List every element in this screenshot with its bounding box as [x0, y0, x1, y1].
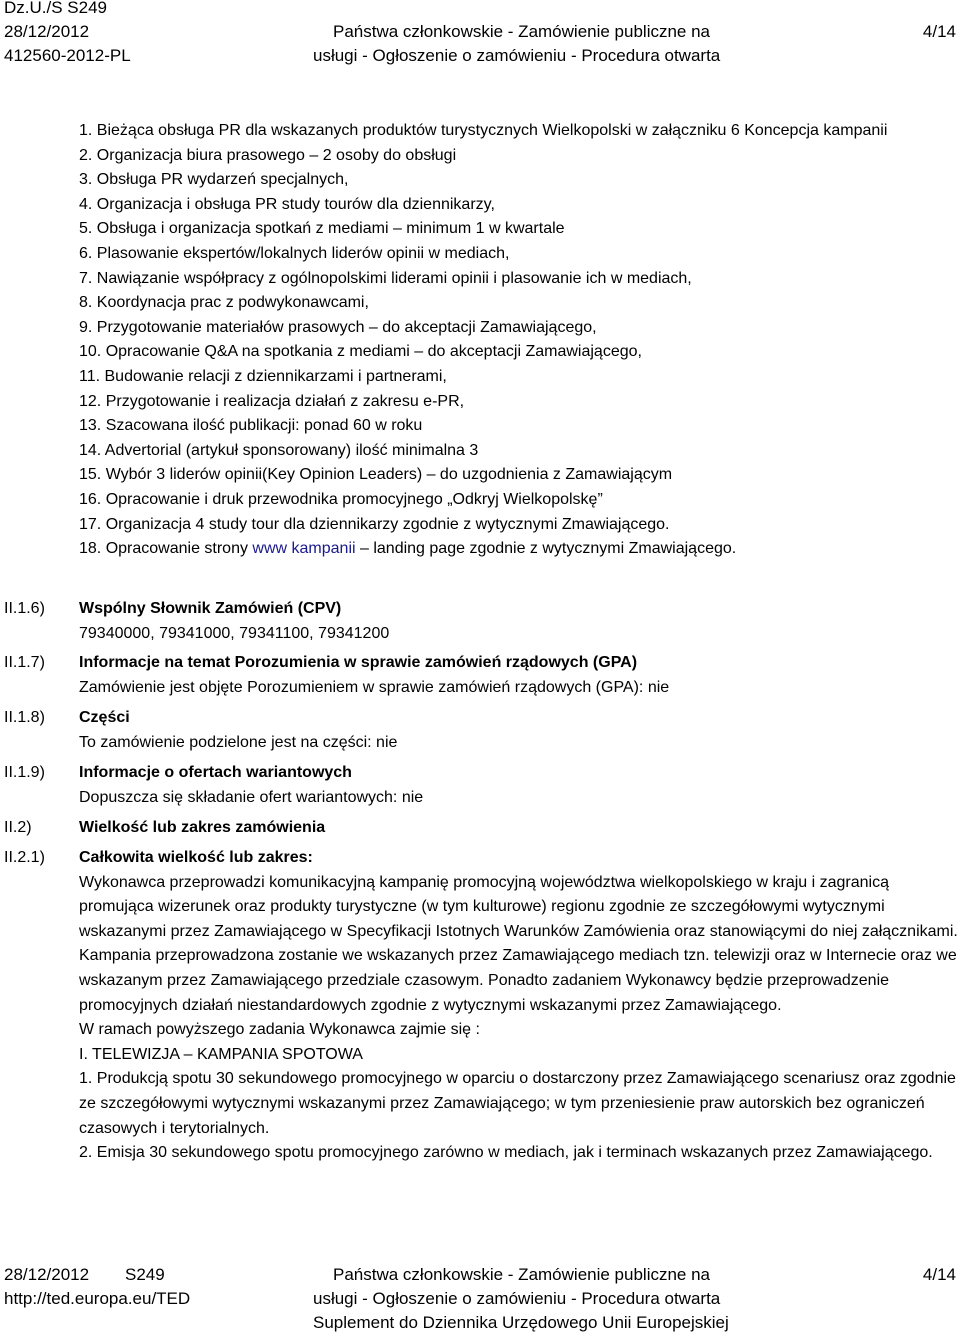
section-value: To zamówienie podzielone jest na części: nie — [79, 733, 398, 751]
section-variants — [79, 761, 959, 810]
header-title-line2: usługi - Ogłoszenie o zamówieniu - Procedura otwarta — [313, 46, 721, 65]
paragraph: I. TELEWIZJA – KAMPANIA SPOTOWA — [79, 1045, 363, 1063]
footer-title-line3: Suplement do Dziennika Urzędowego Unii Europejskiej — [313, 1313, 729, 1332]
list-item: 13. Szacowana ilość publikacji: ponad 60 w roku — [79, 417, 423, 435]
notice-number: 412560-2012-PL — [4, 46, 131, 65]
list-item — [79, 537, 949, 562]
section-label-total: II.2.1) — [4, 849, 45, 866]
footer-title-line2: usługi - Ogłoszenie o zamówieniu - Procedura otwarta — [313, 1289, 721, 1308]
section-value: Dopuszcza się składanie ofert wariantowych: nie — [79, 788, 424, 806]
section-cpv — [79, 597, 959, 646]
header-date: 28/12/2012 — [4, 22, 90, 41]
list-item: 4. Organizacja i obsługa PR study tourów dla dziennikarzy, — [79, 195, 495, 213]
footer-date: 28/12/2012 — [4, 1265, 90, 1284]
section-gpa — [79, 651, 959, 700]
task18-prefix: 18. Opracowanie strony — [79, 540, 253, 558]
section-label-cpv: II.1.6) — [4, 600, 45, 617]
header-page-number: 4/14 — [922, 22, 956, 41]
paragraph: Kampania przeprowadzona zostanie we wskazanych przez Zamawiającego mediach tzn. telewizji oraz w Internecie oraz we wskazanym przez Zamawiającego przedziale czasowym. Ponadto zadaniem Wykonawcy będzie przeprowadzenie promocyjnych działań niestandardowych zgodnie z wytycznymi wskazanymi przez Zamawiającego. — [79, 947, 957, 1014]
list-item: 15. Wybór 3 liderów opinii(Key Opinion Leaders) – do uzgodnienia z Zamawiającym — [79, 466, 673, 484]
list-item: 14. Advertorial (artykuł sponsorowany) ilość minimalna 3 — [79, 441, 479, 459]
list-item: 11. Budowanie relacji z dziennikarzami i partnerami, — [79, 367, 447, 385]
section-title: Informacje o ofertach wariantowych — [79, 764, 352, 781]
footer-page-number: 4/14 — [922, 1265, 956, 1284]
task-list — [79, 119, 949, 562]
section-title: Całkowita wielkość lub zakres: — [79, 849, 313, 866]
list-item: 8. Koordynacja prac z podwykonawcami, — [79, 294, 369, 312]
list-item: 12. Przygotowanie i realizacja działań z zakresu e-PR, — [79, 392, 465, 410]
section-label-gpa: II.1.7) — [4, 654, 45, 671]
section-label-lots: II.1.8) — [4, 709, 45, 726]
list-item: 1. Bieżąca obsługa PR dla wskazanych produktów turystycznych Wielkopolski w załączniku 6 Koncepcja kampanii — [79, 122, 888, 139]
list-item: 9. Przygotowanie materiałów prasowych – do akceptacji Zamawiającego, — [79, 318, 597, 336]
list-item: 17. Organizacja 4 study tour dla dziennikarzy zgodnie z wytycznymi Zmawiającego. — [79, 515, 670, 533]
header-title-line1: Państwa członkowskie - Zamówienie publiczne na — [333, 22, 711, 41]
campaign-website-link[interactable]: www kampanii — [252, 540, 356, 558]
section-title: Informacje na temat Porozumienia w sprawie zamówień rządowych (GPA) — [79, 654, 638, 671]
section-total — [79, 846, 959, 1166]
list-item: 2. Organizacja biura prasowego – 2 osoby do obsługi — [79, 146, 457, 164]
paragraph: 2. Emisja 30 sekundowego spotu promocyjnego zarówno w mediach, jak i terminach wskazanych przez Zamawiającego. — [79, 1144, 933, 1162]
section-title: Części — [79, 709, 130, 726]
paragraph: W ramach powyższego zadania Wykonawca zajmie się : — [79, 1021, 480, 1039]
section-value: Zamówienie jest objęte Porozumieniem w sprawie zamówień rządowych (GPA): nie — [79, 678, 670, 696]
section-label-variants: II.1.9) — [4, 764, 45, 781]
list-item: 10. Opracowanie Q&A na spotkania z mediami – do akceptacji Zamawiającego, — [79, 343, 642, 361]
section-label-scope: II.2) — [4, 819, 32, 836]
footer-url[interactable]: http://ted.europa.eu/TED — [4, 1289, 191, 1308]
paragraph: 1. Produkcją spotu 30 sekundowego promocyjnego w oparciu o dostarczony przez Zamawiającego scenariusz oraz zgodnie ze szczegółowymi wytycznymi wskazanymi przez Zamawiającego; w tym przeniesienie praw autorskich bez ograniczeń czasowych i terytorialnych. — [79, 1070, 956, 1137]
list-item: 16. Opracowanie i druk przewodnika promocyjnego „Odkryj Wielkopolskę” — [79, 490, 603, 508]
footer-ref: S249 — [125, 1265, 165, 1284]
section-title: Wielkość lub zakres zamówienia — [79, 819, 326, 836]
list-item: 5. Obsługa i organizacja spotkań z mediami – minimum 1 w kwartale — [79, 220, 565, 238]
list-item: 6. Plasowanie ekspertów/lokalnych liderów opinii w mediach, — [79, 244, 510, 262]
section-value: 79340000, 79341000, 79341100, 79341200 — [79, 624, 390, 642]
paragraph: Wykonawca przeprowadzi komunikacyjną kampanię promocyjną województwa wielkopolskiego w kraju i zagranicą promująca wizerunek oraz produkty turystyczne (w tym kulturowe) regionu zgodnie ze szczegółowymi wytycznymi wskazanymi przez Zamawiającego w Specyfikacji Istotnych Warunków Zamówienia oraz stanowiącymi do niej załącznikami. — [79, 873, 958, 940]
list-item: 7. Nawiązanie współpracy z ogólnopolskimi liderami opinii i plasowanie ich w mediach, — [79, 269, 692, 287]
section-title: Wspólny Słownik Zamówień (CPV) — [79, 600, 342, 617]
section-lots — [79, 706, 959, 755]
doc-ref: Dz.U./S S249 — [4, 0, 107, 17]
task18-suffix: – landing page zgodnie z wytycznymi Zmawiającego. — [355, 540, 737, 558]
footer-title-line1: Państwa członkowskie - Zamówienie publiczne na — [333, 1265, 711, 1284]
list-item: 3. Obsługa PR wydarzeń specjalnych, — [79, 171, 349, 189]
